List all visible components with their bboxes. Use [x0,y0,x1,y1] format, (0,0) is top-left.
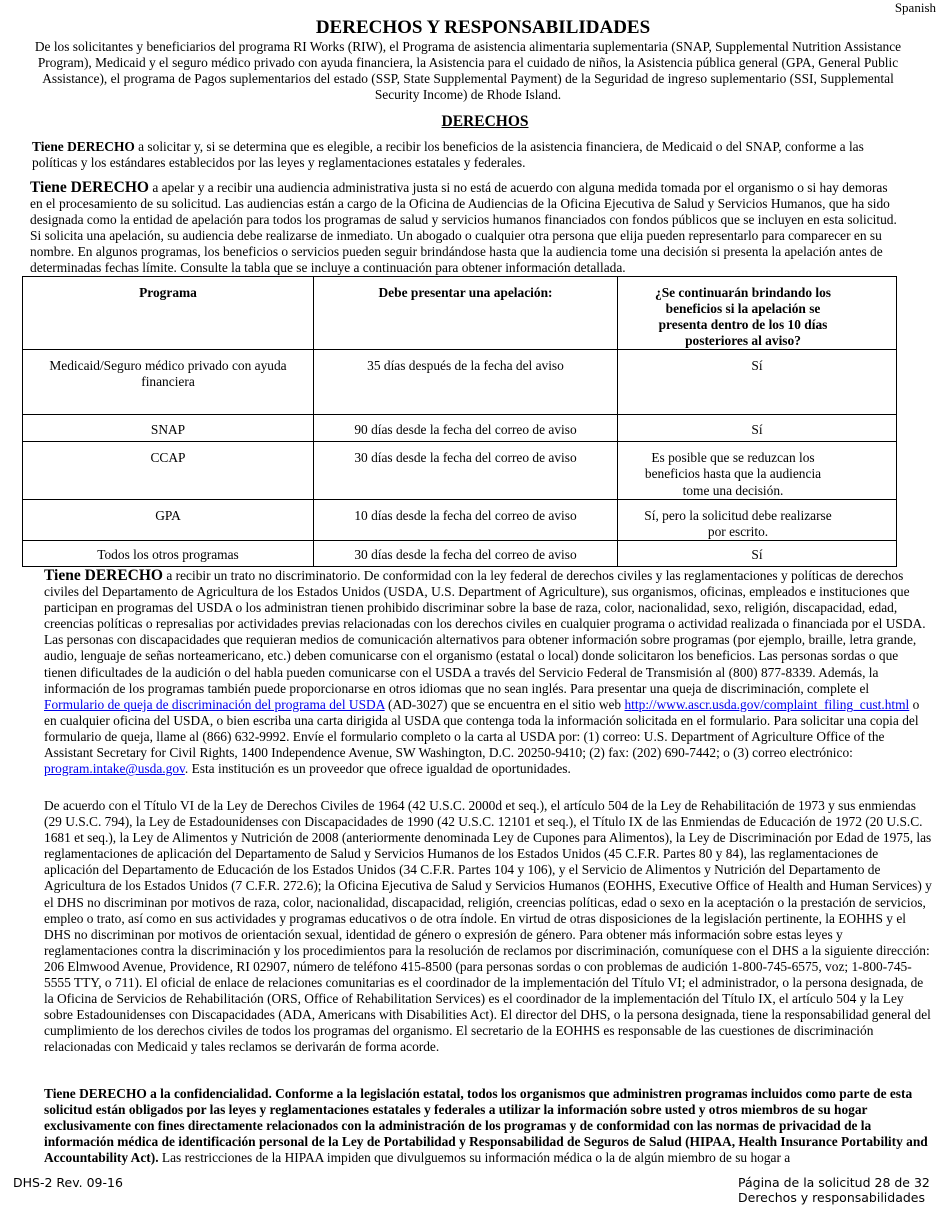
table-cell: Sí [618,540,897,566]
right-text: a apelar y a recibir una audiencia administrativa justa si no está de acuerdo con alguna medida tomada por el organismo o si hay demoras en el procesamiento de su solicitud. Las audiencias están a cargo de la Oficina de Audiencias de la Oficina Ejecutiva de Salud y Servicios Humanos, que ha sido designada como la entidad de apelación para todos los programas de salud y servicios humanos financiados con fondos públicos que se incluyen en esta solicitud. Si solicita una apelación, su audiencia debe realizarse de inmediato. Un abogado o cualquier otra persona que elija pueden representarlo para comparecer en su nombre. En algunos programas, los beneficios o servicios pueden seguir brindándose hasta que la audiencia tome una decisión si presenta la apelación antes de determinadas fechas límite. Consulte la tabla que se incluye a continuación para obtener información detallada. [30,180,897,276]
paragraph-text: a recibir un trato no discriminatorio. De conformidad con la ley federal de derechos civiles y las reglamentaciones y políticas de derechos civiles del Departamento de Agricultura de los Estados Unidos (USDA, U.S. Department of Agriculture), sus organismos, oficinas, empleados e instituciones que participan en programas del USDA o los administran tienen prohibido discriminar sobre la base de raza, color, nacionalidad, sexo, religión, discapacidad, edad, creencias políticas o represalias por actividades previas relacionadas con los derechos civiles en cualquier programa o actividad realizada o financiada por el USDA. Las personas con discapacidades que requieran medios de comunicación alternativos para obtener información sobre programas (por ejemplo, braille, letra grande, audio, lenguaje de señas norteamericano, etc.) deben comunicarse con el organismo (estatal o local) donde solicitaron los beneficios. Las personas sordas o que tienen dificultades de la audición o del habla pueden comunicarse con el USDA a través del Servicio Federal de Transmisión al (800) 877-8339. Además, la información de los programas también puede proporcionarse en otros idiomas que no sean inglés. Para presentar una queja de discriminación, complete el [44,568,926,696]
table-cell: CCAP [23,442,314,499]
title-vi-paragraph: De acuerdo con el Título VI de la Ley de Derechos Civiles de 1964 (42 U.S.C. 2000d et seq.), el artículo 504 de la Ley de Rehabilitación de 1973 y sus enmiendas (29 U.S.C. 794), la Ley de Estadounidenses con Discapacidades de 1990 (42 U.S.C. 12101 et seq.), el Título IX de las Enmiendas de Educación de 1972 (20 U.S.C. 1681 et seq.), la Ley de Alimentos y Nutrición de 2008 (anteriormente denominada Ley de Cupones para Alimentos), la Ley de Discriminación por Edad de 1975, las reglamentaciones de aplicación del Departamento de Salud y Servicios Humanos de los Estados Unidos (45 C.F.R. Partes 80 y 84), las reglamentaciones de aplicación del Departamento de Educación de los Estados Unidos (34 C.F.R. Partes 104 y 106), y el Servicio de Alimentos y Nutrición del Departamento de Agricultura de los Estados Unidos (7 C.F.R. 272.6); la Oficina Ejecutiva de Salud y Servicios Humanos (EOHHS, Executive Office of Health and Human Services) y el DHS no discriminan por motivos de raza, color, nacionalidad, discapacidad, religión, creencias políticas, edad o sexo en la aceptación o la prestación de servicios, empleo o trato, así como en sus actividades y programas educativos o de otra índole. En virtud de otras disposiciones de la legislación pertinente, la EOHHS y el DHS no discriminan por motivos de orientación sexual, identidad de género o expresión de género. Para obtener más información sobre estas leyes y reglamentaciones contra la discriminación y los procedimientos para la resolución de reclamos por discriminación, comuníquese con el DHS a la siguiente dirección: 206 Elmwood Avenue, Providence, RI 02907, número de teléfono 415-8500 (para personas sordas o con problemas de audición 1-800-745-6575, voz; 1-800-745-5555 TTY, o 711). El oficial de enlace de relaciones comunitarias es el coordinador de la implementación del Título VI; el administrador, o la persona designada, de la Oficina de Servicios de Rehabilitación (ORS, Office of Rehabilitation Services) es el coordinador de la implementación del Título IX, el artículo 504 y la Ley sobre Estadounidenses con Discapacidades (ADA, Americans with Disabilities Act). El director del DHS, o la persona designada, tiene la responsabilidad general del cumplimiento de los derechos civiles de todos los programas del organismo. El secretario de la EOHHS es responsable de las cuestiones de discriminación relacionadas con Medicaid y tales reclamos se derivarán de forma acorde. [44,798,932,1055]
table-cell: Es posible que se reduzcan los beneficios hasta que la audiencia tome una decisión. [618,442,897,499]
table-cell: 10 días desde la fecha del correo de aviso [314,499,618,540]
table-header-row [23,277,897,350]
table-cell: Todos los otros programas [23,540,314,566]
usda-email-link[interactable]: program.intake@usda.gov [44,761,185,777]
right-lead: Tiene DERECHO [32,139,135,154]
confidentiality-paragraph [44,1086,928,1166]
right-lead: Tiene DERECHO [44,567,163,584]
table-header: Debe presentar una apelación: [314,277,618,350]
intro-paragraph: De los solicitantes y beneficiarios del programa RI Works (RIW), el Programa de asistencia alimentaria suplementaria (SNAP, Supplemental Nutrition Assistance Program), Medicaid y el seguro médico privado con ayuda financiera, la Asistencia para el cuidado de niños, la Asistencia pública general (GPA, General Public Assistance), el programa de Pagos suplementarios del estado (SSP, State Supplemental Payment) de la Seguridad de ingreso suplementario (SSI, Supplemental Security Income) de Rhode Island. [34,39,902,103]
section-label: Derechos y responsabilidades [738,1190,925,1205]
section-heading-rights: DERECHOS [441,113,529,130]
table-cell: 90 días desde la fecha del correo de aviso [314,415,618,442]
right-text: a solicitar y, si se determina que es elegible, a recibir los beneficios de la asistencia financiera, de Medicaid o del SNAP, conforme a las políticas y los estándares establecidos por las leyes y reglamentaciones estatales y federales. [32,139,864,171]
page-footer-right [738,1175,930,1205]
right-to-appeal-paragraph [30,180,902,277]
confidentiality-bold-text: Tiene DERECHO a la confidencialidad. Conforme a la legislación estatal, todos los organismos que administren programas incluidos como parte de esta solicitud están obligados por las leyes y reglamentaciones estatales y federales a utilizar la información sobre usted y otros miembros de su hogar exclusivamente con fines directamente relacionados con la administración de los programas y de conformidad con las normas de privacidad de la información médica de identificación personal de la Ley de Portabilidad y Responsabilidad de Seguros de Salud (HIPAA, Health Insurance Portability and Accountability Act). [44,1086,928,1166]
table-header: ¿Se continuarán brindando los beneficios si la apelación se presenta dentro de los 10 días posteriores al aviso? [618,277,897,350]
table-cell: 30 días desde la fecha del correo de aviso [314,442,618,499]
paragraph-text: . Esta institución es un proveedor que ofrece igualdad de oportunidades. [184,761,571,777]
usda-complaint-url-link[interactable]: http://www.ascr.usda.gov/complaint_filing_cust.html [624,696,910,712]
paragraph-text: (AD-3027) que se encuentra en el sitio web [384,696,625,712]
table-row [23,442,897,499]
table-row [23,499,897,540]
table-cell: GPA [23,499,314,540]
right-to-apply-paragraph [32,139,902,171]
table-cell: Sí [618,350,897,415]
language-label: Spanish [894,0,936,15]
appeal-table [22,276,897,567]
table-cell: 30 días desde la fecha del correo de aviso [314,540,618,566]
table-cell: Medicaid/Seguro médico privado con ayuda financiera [23,350,314,415]
table-row [23,415,897,442]
table-cell: 35 días después de la fecha del aviso [314,350,618,415]
usda-complaint-form-link[interactable]: Formulario de queja de discriminación del programa del USDA [44,696,385,712]
form-id: DHS-2 Rev. 09-16 [13,1175,123,1190]
table-row [23,350,897,415]
table-cell: SNAP [23,415,314,442]
table-row [23,540,897,566]
non-discrimination-paragraph [44,568,926,777]
paragraph-text: Las restricciones de la HIPAA impiden que divulguemos su información médica o la de algún miembro de su hogar a [158,1150,791,1166]
page-title: DERECHOS Y RESPONSABILIDADES [315,17,651,38]
paragraph-text: o en cualquier oficina del USDA, o bien escriba una carta dirigida al USDA que contenga toda la información solicitada en el formulario. Para solicitar una copia del formulario de queja, llame al (866) 632-9992. Envíe el formulario completo o la carta al USDA por: (1) correo: U.S. Department of Agriculture Office of the Assistant Secretary for Civil Rights, 1400 Independence Avenue, SW Washington, D.C. 20250-9410; (2) fax: (202) 690-7442; o (3) correo electrónico: [44,696,920,761]
table-cell: Sí, pero la solicitud debe realizarse por escrito. [618,499,897,540]
table-header: Programa [23,277,314,350]
table-cell: Sí [618,415,897,442]
right-lead: Tiene DERECHO [30,179,149,196]
page-number-label: Página de la solicitud 28 de 32 [738,1175,930,1190]
